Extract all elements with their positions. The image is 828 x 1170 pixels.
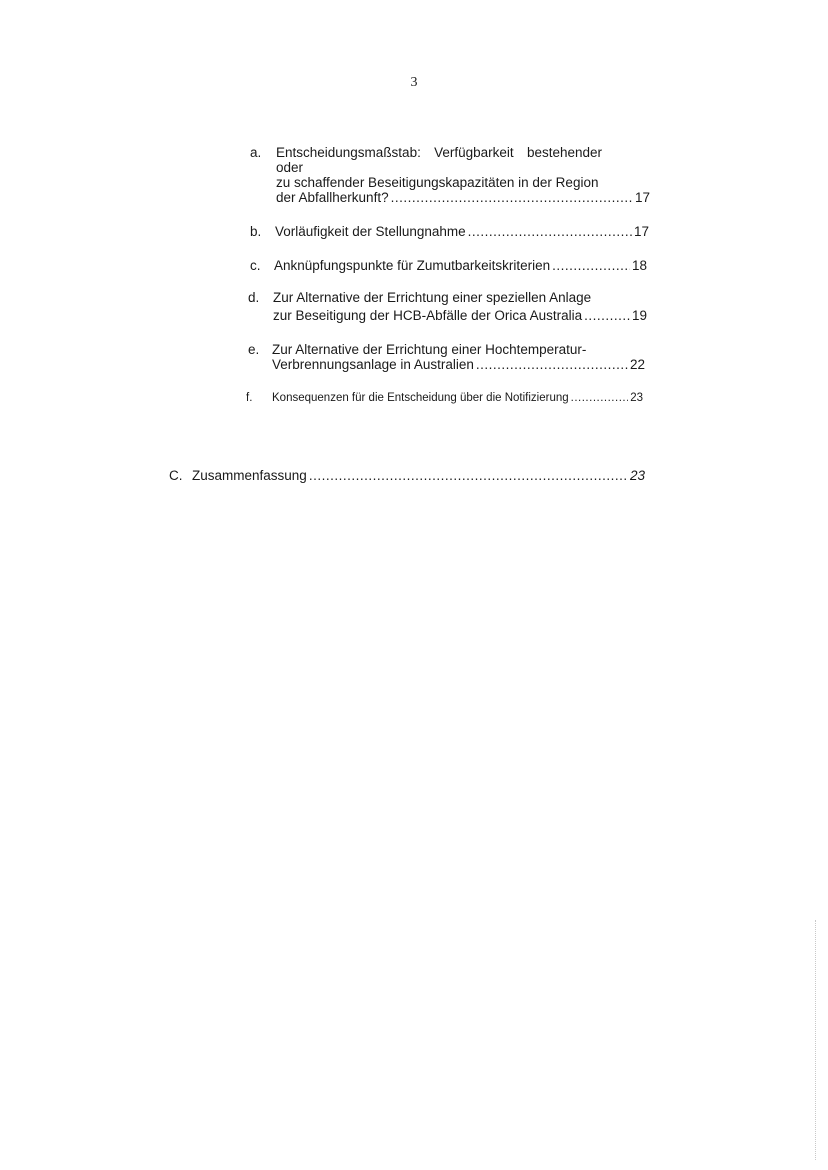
scan-edge-artifact: [814, 920, 816, 1160]
leader-dots: [309, 468, 628, 483]
toc-entry-label: c.: [250, 258, 261, 273]
toc-entry-title: Zusammenfassung: [192, 468, 307, 483]
toc-entry-title: Entscheidungsmaßstab: Verfügbarkeit bestehender: [276, 145, 602, 160]
leader-dots: [468, 224, 632, 239]
leader-dots: [476, 357, 628, 372]
toc-entry-summary[interactable]: [169, 468, 645, 486]
toc-entry-a[interactable]: [250, 145, 650, 209]
toc-entry-label: d.: [248, 290, 260, 305]
leader-dots: [552, 258, 630, 273]
toc-entry-title: Zur Alternative der Errichtung einer speziellen Anlage: [273, 290, 592, 305]
toc-entry-title-continued: zu schaffender Beseitigungskapazitäten in der Region: [276, 175, 599, 190]
toc-entry-label: C.: [169, 468, 183, 483]
toc-entry-page: 23: [629, 468, 645, 483]
toc-entry-page: 17: [634, 190, 650, 205]
leader-dots: [571, 391, 629, 406]
toc-entry-page: 17: [633, 224, 649, 239]
toc-entry-d[interactable]: [248, 290, 647, 326]
toc-entry-leader: der Abfallherkunft? ..... 17: [276, 190, 650, 205]
toc-entry-page: 18: [631, 258, 647, 273]
toc-entry-title: Konsequenzen für die Entscheidung über die Notifizierung: [272, 392, 569, 404]
toc-entry-title: Anknüpfungspunkte für Zumutbarkeitskriterien: [274, 258, 551, 273]
leader-dots: [584, 308, 630, 323]
toc-entry-page: 23: [630, 392, 643, 404]
leader-dots: [391, 190, 633, 205]
toc-entry-leader: Verbrennungsanlage in Australien ..... 22: [272, 357, 645, 372]
toc-entry-label: e.: [248, 342, 260, 357]
toc-entry-page: 19: [631, 308, 647, 323]
toc-entry-c[interactable]: [250, 258, 647, 276]
toc-entry-f[interactable]: [246, 391, 643, 407]
page-number: 3: [410, 75, 418, 90]
toc-entry-leader: zur Beseitigung der HCB-Abfälle der Orica Australia ..... 19: [273, 308, 647, 323]
toc-entry-b[interactable]: [250, 224, 650, 242]
toc-entry-leader: [274, 258, 647, 273]
toc-entry-leader: [272, 391, 643, 406]
toc-entry-label: a.: [250, 145, 262, 160]
toc-entry-label: b.: [250, 224, 262, 239]
toc-entry-title: Vorläufigkeit der Stellungnahme: [275, 224, 466, 239]
toc-entry-title: Zur Alternative der Errichtung einer Hochtemperatur-: [272, 342, 587, 357]
toc-entry-title-continued: oder: [276, 160, 304, 175]
toc-entry-page: 22: [629, 357, 645, 372]
toc-entry-label: f.: [246, 392, 253, 404]
toc-entry-e[interactable]: [248, 342, 645, 376]
toc-entry-leader: [275, 224, 649, 239]
toc-entry-leader: [192, 468, 645, 483]
